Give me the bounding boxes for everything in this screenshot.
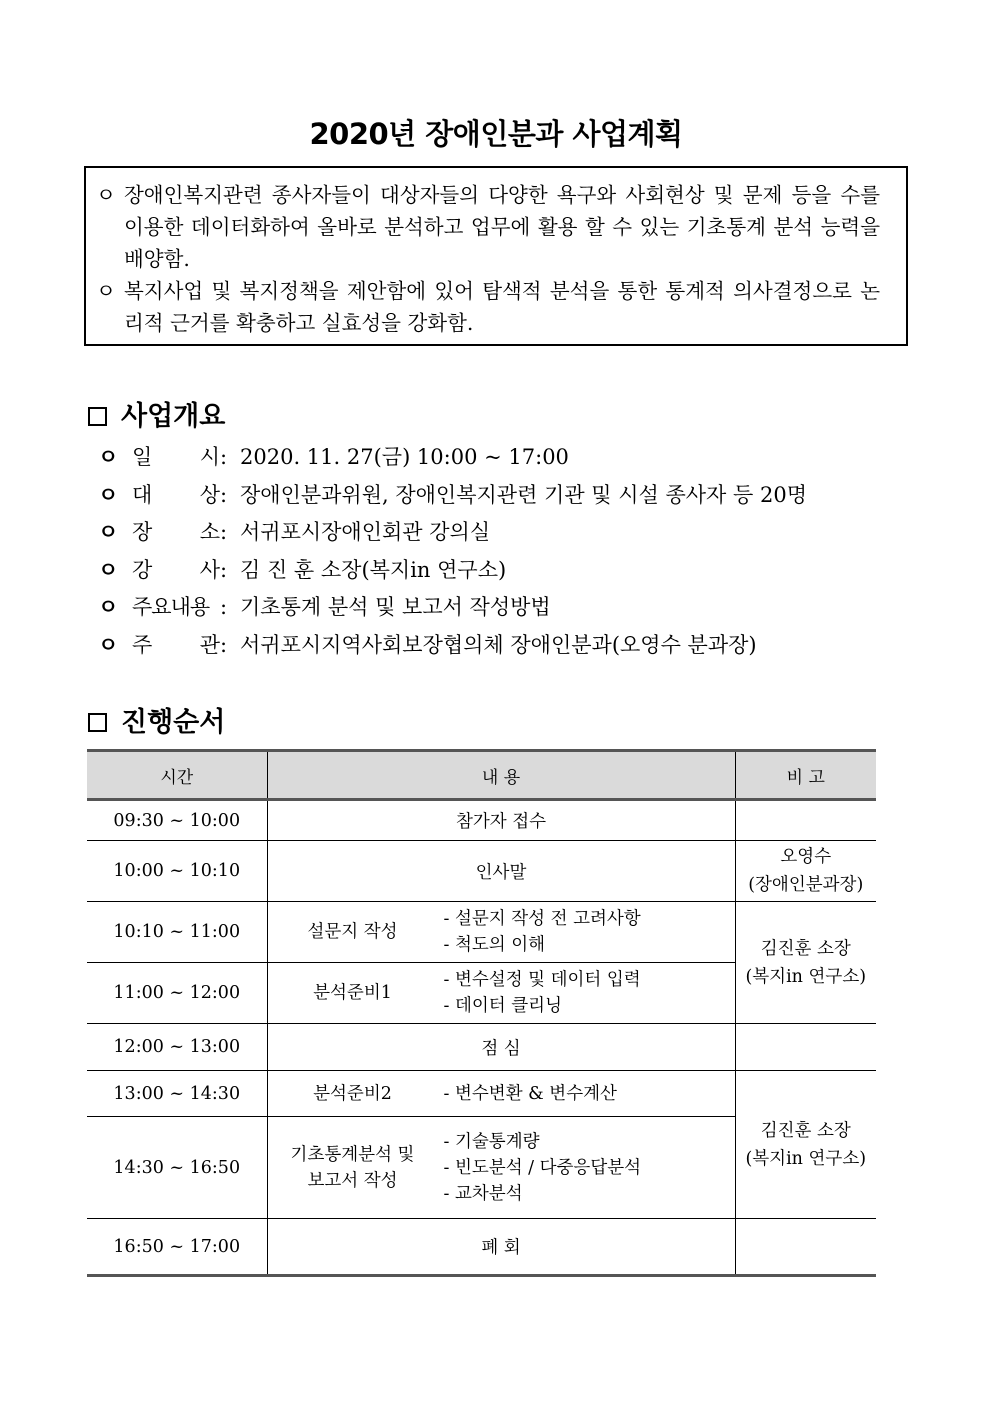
bullet-circle-icon: ㅇ (96, 279, 116, 303)
table-row (87, 841, 876, 902)
schedule-table (87, 749, 876, 1277)
section-heading-schedule (88, 700, 225, 739)
content-cell (267, 963, 735, 1024)
bullet-circle-icon: ㅇ (98, 481, 119, 507)
overview-label: 주요내용 : (132, 595, 234, 619)
column-header-note: 비 고 (735, 751, 876, 800)
overview-value: 장애인분과위원, 장애인복지관련 기관 및 시설 종사자 등 20명 (240, 482, 807, 507)
summary-box (84, 166, 908, 346)
time-cell: 10:00 ~ 10:10 (87, 841, 267, 902)
overview-value: 서귀포시지역사회보장협의체 장애인분과(오영수 분과장) (240, 632, 757, 657)
section-heading-overview (88, 394, 225, 433)
summary-text: 복지사업 및 복지정책을 제안함에 있어 탐색적 분석을 통한 통계적 의사결정으로 논리적 근거를 확충하고 실효성을 강화함. (124, 279, 880, 335)
note-cell (735, 1024, 876, 1071)
note-cell (735, 1219, 876, 1276)
time-cell: 13:00 ~ 14:30 (87, 1071, 267, 1117)
table-row (87, 1219, 876, 1276)
section-heading-text: 진행순서 (121, 707, 226, 738)
time-cell: 09:30 ~ 10:00 (87, 800, 267, 841)
bullet-circle-icon: ㅇ (98, 444, 119, 469)
column-header-time: 시간 (87, 751, 267, 800)
table-header-row (87, 751, 876, 800)
content-cell: 인사말 (267, 841, 735, 902)
bullet-circle-icon: ㅇ (96, 183, 116, 207)
overview-item-content (98, 588, 928, 626)
bullet-circle-icon: ㅇ (98, 519, 119, 544)
overview-label: 대 상 : (132, 482, 234, 507)
summary-text: 장애인복지관련 종사자들이 대상자들의 다양한 욕구와 사회현상 및 문제 등을 수를 이용한 데이터화하여 올바로 분석하고 업무에 활용 할 수 있는 기초통계 분석 능력을 배양함. (124, 183, 880, 271)
category-text: 기초통계분석 및 보고서 작성 (290, 1144, 415, 1191)
table-row (87, 1024, 876, 1071)
document-title: 2020년 장애인분과 사업계획 (309, 117, 683, 151)
detail-line: - 교차분석 (443, 1183, 523, 1204)
note-cell (735, 800, 876, 841)
detail-line: - 변수설정 및 데이터 입력 (443, 970, 641, 990)
overview-item-place (98, 513, 928, 551)
content-cell (267, 902, 735, 963)
overview-item-date (98, 438, 928, 476)
time-cell: 16:50 ~ 17:00 (87, 1219, 267, 1276)
time-cell: 11:00 ~ 12:00 (87, 963, 267, 1024)
overview-label: 장 소 : (132, 520, 234, 544)
summary-item (96, 179, 880, 275)
table-row (87, 800, 876, 841)
table-row (87, 1071, 876, 1117)
overview-value: 기초통계 분석 및 보고서 작성방법 (240, 595, 551, 619)
overview-list (98, 438, 928, 663)
category-text: 분석준비2 (313, 1083, 392, 1104)
category-text: 설문지 작성 (307, 922, 398, 942)
time-cell: 14:30 ~ 16:50 (87, 1117, 267, 1219)
detail-line: - 변수변환 & 변수계산 (443, 1083, 617, 1104)
time-cell: 10:10 ~ 11:00 (87, 902, 267, 963)
detail-line: - 척도의 이해 (443, 935, 546, 955)
overview-value: 김 진 훈 소장(복지in 연구소) (240, 557, 507, 582)
overview-label: 주 관 : (132, 632, 234, 657)
square-bullet-icon (88, 713, 107, 732)
section-heading-text: 사업개요 (121, 401, 226, 432)
bullet-circle-icon: ㅇ (98, 631, 119, 657)
note-cell-merged: 김진훈 소장 (복지in 연구소) (735, 1071, 876, 1219)
note-cell: 오영수 (장애인분과장) (735, 841, 876, 902)
overview-value: 2020. 11. 27(금) 10:00 ~ 17:00 (240, 445, 569, 469)
bullet-circle-icon: ㅇ (98, 556, 119, 582)
time-cell: 12:00 ~ 13:00 (87, 1024, 267, 1071)
table-row (87, 902, 876, 963)
overview-item-lecturer (98, 551, 928, 589)
category-text: 분석준비1 (313, 983, 392, 1003)
square-bullet-icon (88, 407, 107, 426)
detail-line: - 기술통계량 (443, 1131, 540, 1152)
content-cell: 참가자 접수 (267, 800, 735, 841)
summary-item (96, 275, 880, 339)
content-cell (267, 1117, 735, 1219)
overview-item-target (98, 476, 928, 514)
overview-value: 서귀포시장애인회관 강의실 (240, 520, 491, 544)
overview-item-host (98, 626, 928, 664)
column-header-content: 내 용 (267, 751, 735, 800)
detail-line: - 빈도분석 / 다중응답분석 (443, 1157, 642, 1178)
overview-label: 강 사 : (132, 557, 234, 582)
content-cell: 폐 회 (267, 1219, 735, 1276)
note-cell-merged: 김진훈 소장 (복지in 연구소) (735, 902, 876, 1024)
bullet-circle-icon: ㅇ (98, 594, 119, 619)
content-cell: 점 심 (267, 1024, 735, 1071)
detail-line: - 데이터 클리닝 (443, 996, 562, 1016)
content-cell (267, 1071, 735, 1117)
detail-line: - 설문지 작성 전 고려사항 (443, 909, 641, 929)
overview-label: 일 시 : (132, 445, 234, 469)
